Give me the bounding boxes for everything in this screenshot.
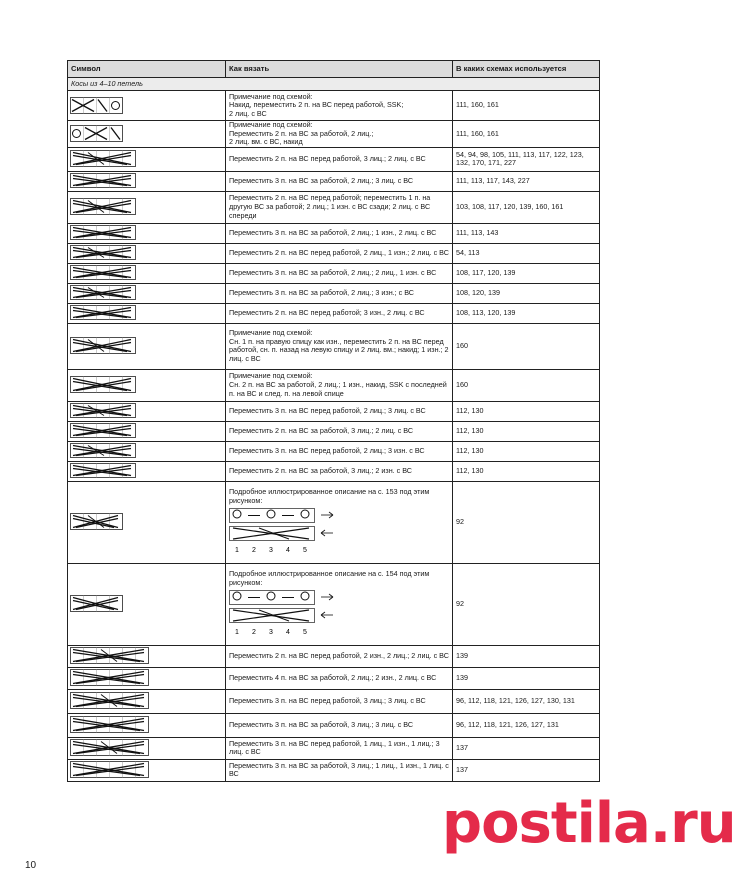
step-number: 5 — [303, 628, 307, 636]
cable-symbol-icon — [70, 337, 137, 355]
symbol-cell — [68, 283, 226, 303]
step-number: 4 — [286, 546, 290, 554]
cable-symbol-icon — [70, 225, 137, 241]
how-to-knit-cell — [226, 171, 453, 191]
cable-symbol-icon — [70, 647, 150, 665]
illustrated-steps-diagram — [229, 590, 341, 636]
step-number: 5 — [303, 546, 307, 554]
cable-stroke — [329, 594, 333, 597]
loop-icon — [267, 510, 275, 518]
how-to-knit-text: Переместить 3 п. на ВС перед работой, 2 лиц.; 3 изн. с ВС — [229, 446, 425, 456]
schemes-cell: 54, 94, 98, 105, 111, 113, 117, 122, 123, 132, 170, 171, 227 — [453, 147, 600, 171]
how-to-knit-text: Примечание под схемой: Сн. 2 п. на ВС за работой, 2 лиц.; 1 изн., накид, SSK с последней п. на ВС и след. п. на левой спице — [229, 371, 447, 398]
cable-stroke — [321, 615, 325, 618]
schemes-cell: 96, 112, 118, 121, 126, 127, 130, 131 — [453, 689, 600, 713]
how-to-knit-cell — [226, 401, 453, 421]
schemes-cell: 111, 113, 117, 143, 227 — [453, 171, 600, 191]
how-to-knit-cell — [226, 421, 453, 441]
illustrated-steps-diagram — [229, 508, 341, 554]
col-symbol-header: Символ — [68, 61, 226, 78]
how-to-knit-text: Подробное иллюстрированное описание на с. 154 под этим рисунком: — [229, 569, 430, 588]
cable-symbol-icon — [70, 265, 137, 281]
table-row — [68, 481, 600, 563]
schemes-cell: 108, 117, 120, 139 — [453, 263, 600, 283]
cable-stroke — [111, 127, 120, 139]
table-row — [68, 667, 600, 689]
how-to-knit-cell — [226, 223, 453, 243]
symbol-cell — [68, 121, 226, 148]
how-to-knit-cell — [226, 645, 453, 667]
symbol-cell — [68, 303, 226, 323]
symbol-cell — [68, 171, 226, 191]
how-to-knit-cell — [226, 563, 453, 645]
table-row — [68, 401, 600, 421]
loop-icon — [301, 510, 309, 518]
symbol-cell — [68, 401, 226, 421]
table-row — [68, 223, 600, 243]
schemes-cell: 96, 112, 118, 121, 126, 127, 131 — [453, 713, 600, 737]
how-to-knit-cell — [226, 243, 453, 263]
how-to-knit-text: Переместить 3 п. на ВС за работой, 2 лиц.; 1 изн., 2 лиц. с ВС — [229, 228, 437, 238]
cable-symbol-icon — [70, 285, 137, 301]
schemes-cell: 137 — [453, 759, 600, 781]
how-to-knit-text: Переместить 2 п. на ВС перед работой; переместить 1 п. на другую ВС за работой; 2 лиц.; 1 изн. с ВС сзади; 2 лиц. с ВС спереди — [229, 193, 431, 220]
schemes-cell: 108, 120, 139 — [453, 283, 600, 303]
how-to-knit-text: Переместить 3 п. на ВС за работой, 3 лиц.; 3 лиц. с ВС — [229, 720, 414, 730]
how-to-knit-text: Переместить 3 п. на ВС перед работой, 2 лиц.; 3 лиц. с ВС — [229, 406, 426, 416]
symbol-cell — [68, 369, 226, 401]
table-row — [68, 421, 600, 441]
how-to-knit-cell — [226, 689, 453, 713]
how-to-knit-text: Переместить 3 п. на ВС за работой, 2 лиц.; 2 лиц., 1 изн. с ВС — [229, 268, 437, 278]
schemes-cell: 112, 130 — [453, 421, 600, 441]
schemes-cell: 103, 108, 117, 120, 139, 160, 161 — [453, 191, 600, 223]
how-to-knit-cell — [226, 461, 453, 481]
table-row — [68, 147, 600, 171]
cable-stroke — [259, 610, 289, 621]
schemes-cell: 160 — [453, 323, 600, 369]
table-row — [68, 369, 600, 401]
how-to-knit-cell — [226, 759, 453, 781]
schemes-cell: 139 — [453, 645, 600, 667]
table-row — [68, 689, 600, 713]
cable-stroke — [329, 515, 333, 518]
section-row — [68, 78, 600, 91]
loop-icon — [301, 592, 309, 600]
table-row — [68, 759, 600, 781]
schemes-cell: 54, 113 — [453, 243, 600, 263]
symbol-cell — [68, 481, 226, 563]
symbol-cell — [68, 441, 226, 461]
how-to-knit-text: Переместить 3 п. на ВС за работой, 2 лиц.; 3 лиц. с ВС — [229, 176, 414, 186]
table-row — [68, 645, 600, 667]
how-to-knit-cell — [226, 283, 453, 303]
how-to-knit-cell — [226, 369, 453, 401]
table-row — [68, 91, 600, 121]
cable-symbol-icon — [70, 125, 124, 143]
how-to-knit-text: Переместить 3 п. на ВС за работой, 2 лиц.; 3 изн.; с ВС — [229, 288, 414, 298]
loop-icon — [233, 510, 241, 518]
step-number: 1 — [235, 628, 239, 636]
how-to-knit-text: Переместить 3 п. на ВС перед работой, 1 лиц., 1 изн., 1 лиц.; 3 лиц. с ВС — [229, 738, 440, 757]
how-to-knit-text: Переместить 3 п. на ВС перед работой, 3 лиц.; 3 лиц. с ВС — [229, 696, 426, 706]
stitch-table — [67, 60, 600, 782]
schemes-cell: 111, 113, 143 — [453, 223, 600, 243]
cable-symbol-icon — [70, 739, 150, 757]
yarn-over-icon — [112, 101, 120, 109]
section-title: Косы из 4–10 петель — [68, 78, 600, 91]
step-number: 2 — [252, 628, 256, 636]
watermark-logo: postila.ru — [442, 791, 736, 856]
cable-symbol-icon — [70, 97, 124, 115]
how-to-knit-cell — [226, 713, 453, 737]
schemes-cell: 112, 130 — [453, 441, 600, 461]
schemes-cell: 160 — [453, 369, 600, 401]
cable-symbol-icon — [70, 305, 137, 321]
step-number: 4 — [286, 628, 290, 636]
cable-symbol-icon — [70, 463, 137, 479]
symbol-cell — [68, 421, 226, 441]
step-number: 2 — [252, 546, 256, 554]
cable-symbol-icon — [70, 403, 137, 419]
cable-symbol-icon — [70, 595, 124, 613]
table-row — [68, 283, 600, 303]
cable-symbol-icon — [70, 716, 150, 734]
table-row — [68, 191, 600, 223]
cable-stroke — [259, 528, 289, 539]
cable-symbol-icon — [70, 423, 137, 439]
how-to-knit-cell — [226, 147, 453, 171]
cable-stroke — [98, 99, 107, 111]
schemes-cell: 111, 160, 161 — [453, 91, 600, 121]
schemes-cell: 112, 130 — [453, 401, 600, 421]
how-to-knit-text: Примечание под схемой: Сн. 1 п. на правую спицу как изн., переместить 2 п. на ВС перед работой, сн. п. назад на левую спицу и 2 лиц. вм.; накид; 1 изн.; 2 лиц. с ВС — [229, 328, 449, 364]
cable-symbol-icon — [70, 198, 137, 216]
cable-stroke — [321, 530, 325, 533]
table-row — [68, 461, 600, 481]
how-to-knit-cell — [226, 191, 453, 223]
symbol-cell — [68, 563, 226, 645]
cable-stroke — [329, 512, 333, 515]
how-to-knit-text: Примечание под схемой: Накид, переместить 2 п. на ВС перед работой, SSK; 2 лиц. с ВС — [229, 91, 404, 118]
how-to-knit-text: Переместить 2 п. на ВС перед работой, 2 изн., 2 лиц.; 2 лиц. с ВС — [229, 651, 449, 661]
how-to-knit-cell — [226, 323, 453, 369]
schemes-cell: 92 — [453, 563, 600, 645]
how-to-knit-cell — [226, 121, 453, 148]
col-how-header: Как вязать — [226, 61, 453, 78]
table-row — [68, 263, 600, 283]
how-to-knit-cell — [226, 91, 453, 121]
cable-symbol-icon — [70, 443, 137, 459]
table-row — [68, 441, 600, 461]
symbol-cell — [68, 645, 226, 667]
step-number: 3 — [269, 546, 273, 554]
schemes-cell: 92 — [453, 481, 600, 563]
symbol-cell — [68, 713, 226, 737]
symbol-cell — [68, 243, 226, 263]
how-to-knit-text: Переместить 2 п. на ВС за работой, 3 лиц.; 2 лиц. с ВС — [229, 426, 414, 436]
schemes-cell: 111, 160, 161 — [453, 121, 600, 148]
loop-icon — [267, 592, 275, 600]
symbol-cell — [68, 759, 226, 781]
table-row — [68, 323, 600, 369]
schemes-cell: 137 — [453, 737, 600, 759]
how-to-knit-text: Переместить 3 п. на ВС за работой, 3 лиц.; 1 лиц., 1 изн., 1 лиц. с ВС — [229, 760, 449, 779]
step-number: 3 — [269, 628, 273, 636]
cable-symbol-icon — [70, 376, 137, 394]
symbol-cell — [68, 461, 226, 481]
how-to-knit-cell — [226, 303, 453, 323]
how-to-knit-text: Переместить 2 п. на ВС перед работой; 3 изн., 2 лиц. с ВС — [229, 308, 425, 318]
schemes-cell: 139 — [453, 667, 600, 689]
cable-symbol-icon — [70, 669, 150, 687]
cable-symbol-icon — [70, 150, 137, 168]
cable-symbol-icon — [70, 761, 150, 779]
how-to-knit-text: Примечание под схемой: Переместить 2 п. на ВС за работой, 2 лиц.; 2 лиц. вм. с ВС, накид — [229, 120, 374, 147]
symbol-cell — [68, 147, 226, 171]
table-row — [68, 303, 600, 323]
table-row — [68, 713, 600, 737]
how-to-knit-text: Переместить 2 п. на ВС перед работой, 2 лиц., 1 изн.; 2 лиц. с ВС — [229, 248, 449, 258]
schemes-cell: 112, 130 — [453, 461, 600, 481]
symbol-cell — [68, 689, 226, 713]
cable-stroke — [101, 650, 117, 662]
how-to-knit-text: Переместить 2 п. на ВС перед работой, 3 лиц.; 2 лиц. с ВС — [229, 154, 426, 164]
col-schemes-header: В каких схемах используется — [453, 61, 600, 78]
how-to-knit-text: Подробное иллюстрированное описание на с. 153 под этим рисунком: — [229, 487, 430, 506]
loop-icon — [233, 592, 241, 600]
cable-stroke — [101, 695, 117, 707]
symbol-cell — [68, 737, 226, 759]
table-row — [68, 121, 600, 148]
cable-symbol-icon — [70, 173, 137, 189]
how-to-knit-cell — [226, 263, 453, 283]
cable-symbol-icon — [70, 692, 150, 710]
page-number: 10 — [25, 860, 37, 871]
table-row — [68, 171, 600, 191]
symbol-cell — [68, 223, 226, 243]
cable-stroke — [321, 533, 325, 536]
how-to-knit-cell — [226, 667, 453, 689]
yarn-over-icon — [73, 129, 81, 137]
cable-symbol-icon — [70, 245, 137, 261]
cable-stroke — [329, 597, 333, 600]
symbol-cell — [68, 191, 226, 223]
symbol-cell — [68, 263, 226, 283]
step-number: 1 — [235, 546, 239, 554]
symbol-cell — [68, 91, 226, 121]
how-to-knit-cell — [226, 737, 453, 759]
table-row — [68, 563, 600, 645]
table-header — [68, 61, 600, 78]
how-to-knit-cell — [226, 441, 453, 461]
how-to-knit-text: Переместить 2 п. на ВС за работой, 3 лиц.; 2 изн. с ВС — [229, 466, 412, 476]
table-row — [68, 737, 600, 759]
how-to-knit-cell — [226, 481, 453, 563]
cable-stroke — [321, 612, 325, 615]
how-to-knit-text: Переместить 4 п. на ВС за работой, 2 лиц.; 2 изн., 2 лиц. с ВС — [229, 673, 437, 683]
symbol-cell — [68, 667, 226, 689]
symbol-cell — [68, 323, 226, 369]
table-row — [68, 243, 600, 263]
cable-stroke — [101, 742, 117, 754]
cable-symbol-icon — [70, 513, 124, 531]
schemes-cell: 108, 113, 120, 139 — [453, 303, 600, 323]
